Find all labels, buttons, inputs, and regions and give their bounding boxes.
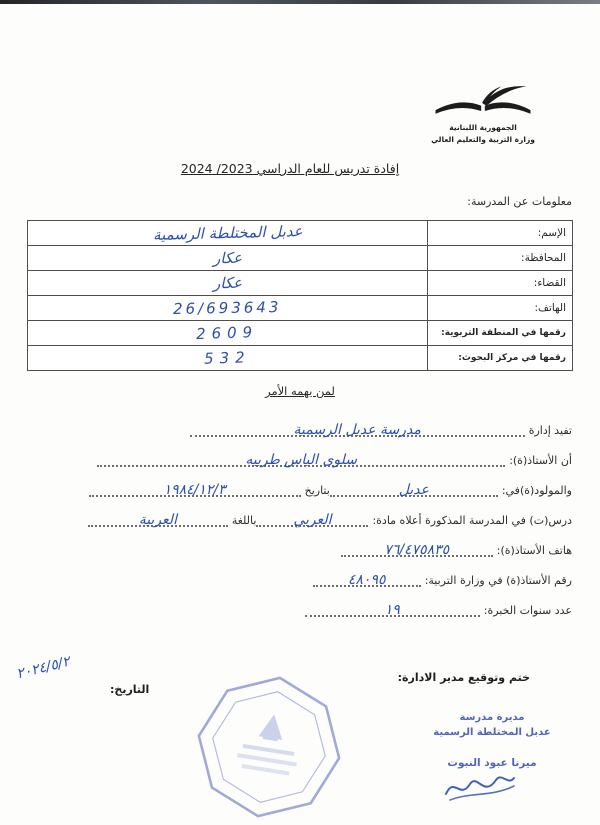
date-label: التاريخ: (110, 683, 150, 696)
school-info-table (27, 220, 573, 371)
signature-scribble-icon (440, 770, 522, 812)
line-label: هاتف الأستاذ(ة): (496, 543, 572, 557)
dotted-fill (97, 450, 505, 467)
open-book-icon (418, 80, 548, 122)
stamp-line1: مديرة مدرسة (459, 712, 525, 723)
handwritten-teacher-name: سلوى الياس طربيه (245, 452, 358, 468)
handwritten-district: عكار (212, 273, 243, 293)
dotted-fill (88, 510, 228, 527)
dotted-fill (190, 420, 525, 437)
scanner-edge-artifact (0, 0, 600, 4)
handwritten-governorate: عكار (212, 248, 243, 268)
handwritten-experience-years: ١٩ (384, 602, 400, 618)
stamp-signature-label: ختم وتوقيع مدير الادارة: (397, 671, 530, 684)
row-label: رقمها في مركز البحوث: (427, 346, 572, 370)
row-label: القضاء: (427, 271, 572, 295)
handwritten-birth-date: ١٩٨٤/١٢/٣ (163, 482, 226, 498)
handwritten-teacher-phone: ٧٦/٤٧٥٨٣٥ (384, 542, 450, 558)
dotted-fill (330, 480, 498, 497)
handwritten-language: العربية (138, 512, 177, 528)
dotted-fill (341, 540, 493, 557)
dotted-fill (313, 570, 421, 587)
line-label: باللغة (231, 513, 257, 527)
handwritten-school-phone: 26/693643 (173, 298, 282, 318)
dotted-fill (305, 600, 480, 617)
document-title: إفادة تدريس للعام الدراسي 2023/ 2024 (180, 161, 400, 176)
line-label: تفيد إدارة (528, 423, 572, 437)
dotted-fill (89, 480, 301, 497)
stamp-line2: عدبل المختلطة الرسمية (433, 727, 551, 738)
line-teacher-name (28, 437, 572, 467)
handwritten-birth-place: عدبل (398, 482, 429, 498)
table-row (28, 320, 572, 345)
octagon-school-stamp-icon (193, 672, 345, 825)
line-label: والمولود(ة)في: (501, 483, 572, 497)
line-label: درس(ت) في المدرسة المذكورة أعلاه مادة: (372, 513, 572, 527)
row-label: الإسم: (427, 221, 572, 245)
table-row (28, 245, 572, 270)
republic-label: الجمهورية اللبنانية (449, 123, 517, 132)
ministry-label: وزارة التربية والتعليم العالي (431, 134, 535, 144)
school-info-heading: معلومات عن المدرسة: (467, 195, 572, 208)
line-teacher-phone (28, 527, 572, 557)
dotted-fill (256, 510, 368, 527)
line-administration (28, 407, 572, 437)
table-row (28, 270, 572, 295)
handwritten-subject: العربي (293, 512, 332, 528)
stamp-title-text (432, 710, 552, 740)
row-label: المحافظة: (427, 246, 572, 270)
handwritten-ministry-number: ٤٨٠٩٥ (347, 572, 386, 588)
table-row (28, 221, 572, 245)
to-whom-heading: لمن يهمه الأمر (265, 384, 335, 398)
handwritten-administration: مدرسة عدبل الرسمية (293, 422, 421, 438)
handwritten-school-name: عدبل المختلطة الرسمية (152, 222, 303, 244)
line-label: أن الأستاذ(ة): (509, 453, 572, 467)
line-birth (28, 467, 572, 497)
handwritten-date: ٢٠٢٤/٥/٢ (14, 653, 72, 683)
line-label: رقم الأستاذ(ة) في وزارة التربية: (424, 573, 572, 587)
handwritten-district-number: 2609 (196, 322, 259, 344)
row-label: الهاتف: (427, 296, 572, 320)
table-row (28, 295, 572, 320)
line-experience-years (28, 587, 572, 617)
line-label: بتاريخ (304, 483, 330, 497)
line-label: عدد سنوات الخبرة: (483, 603, 572, 617)
director-name: ميرنا عبود النبوت (447, 757, 537, 769)
ministry-logo (418, 80, 548, 145)
certificate-body (28, 407, 572, 617)
handwritten-research-number: 532 (203, 348, 252, 368)
line-subject (28, 497, 572, 527)
table-row (28, 345, 572, 370)
row-label: رقمها في المنطقة التربوية: (427, 321, 572, 345)
line-ministry-number (28, 557, 572, 587)
